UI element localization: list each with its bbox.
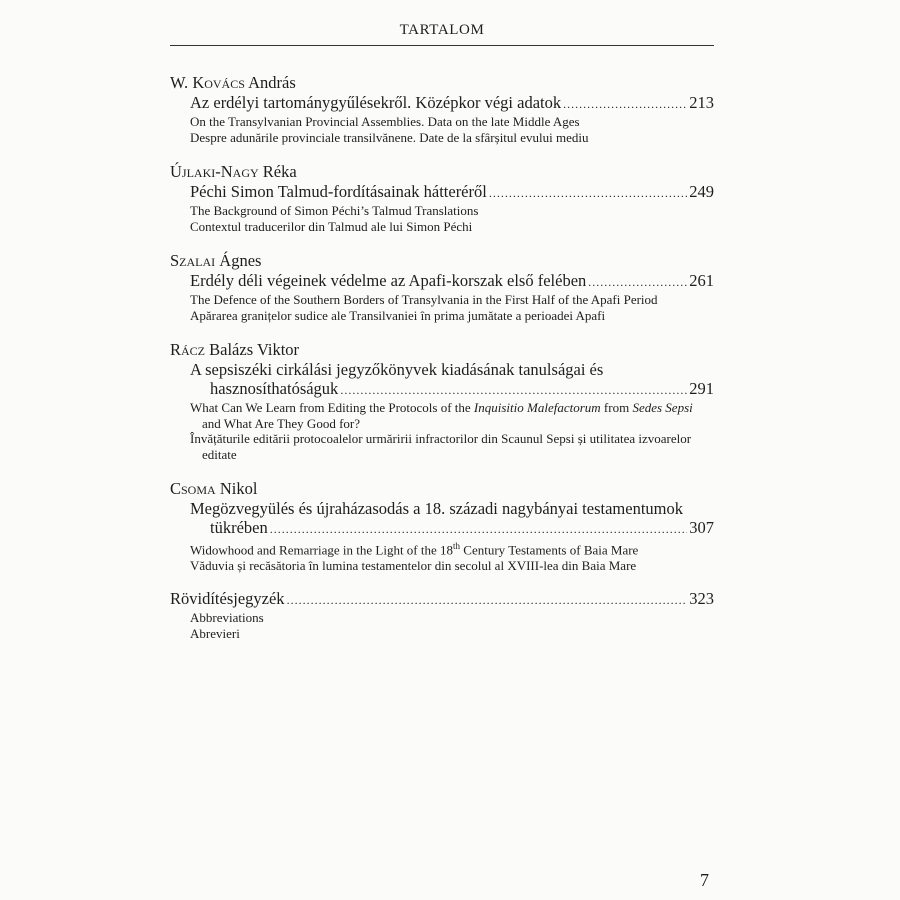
entry-english-title [190, 400, 714, 416]
author-prefix: W. [170, 73, 193, 92]
entry-title-line[interactable] [190, 271, 714, 292]
english-title-part: from [600, 400, 633, 415]
entry-romanian-title: Abrevieri [190, 625, 240, 641]
entry-page-number: 323 [689, 589, 714, 609]
entry-author [170, 72, 714, 93]
english-title-part: Century Testaments of Baia Mare [460, 542, 639, 558]
dot-leader [270, 520, 688, 539]
dot-leader [489, 184, 687, 203]
entry-english-title: Abbreviations [190, 610, 264, 626]
english-title-italic: Inquisitio Malefactorum [473, 400, 601, 415]
english-title-part: Widowhood and Remarriage in the Light of the 18 [190, 542, 454, 558]
entry-romanian-title: Despre adunările provinciale transilvănene. Date de la sfârșitul evului mediu [190, 129, 589, 145]
entry-author [170, 478, 714, 499]
author-given-name: Nikol [215, 479, 258, 498]
entry-english-title-continuation: and What Are They Good for? [202, 415, 360, 431]
table-of-contents [170, 72, 714, 657]
author-surname: Kovács [192, 73, 245, 92]
entry-romanian-title-continuation: editate [202, 446, 237, 462]
entry-author [170, 250, 714, 271]
english-title-part: What Can We Learn from Editing the Protocols of the [190, 400, 474, 415]
entry-page-number: 213 [689, 93, 714, 112]
header-title: TARTALOM [399, 22, 485, 38]
entry-title: Az erdélyi tartománygyűlésekről. Középkor végi adatok [190, 93, 562, 112]
toc-entry [170, 478, 714, 573]
entry-page-number: 291 [689, 379, 714, 398]
english-title-italic: Sedes Sepsi [632, 400, 693, 415]
entry-english-title [190, 539, 714, 558]
entry-romanian-title: Apărarea granițelor sudice ale Transilvaniei în prima jumătate a perioadei Apafi [190, 307, 606, 323]
entry-title-continuation: hasznosíthatóságuk [210, 379, 339, 398]
toc-entry [170, 589, 714, 641]
dot-leader [340, 381, 687, 400]
author-surname: Szalai [170, 251, 216, 270]
dot-leader [588, 273, 687, 292]
entry-romanian-title: Contextul traducerilor din Talmud ale lui Simon Péchi [190, 218, 473, 234]
author-surname: Újlaki-Nagy [170, 162, 259, 181]
entry-title-continuation: tükrében [210, 518, 268, 537]
entry-title: Rövidítésjegyzék [170, 589, 285, 609]
toc-entry [170, 72, 714, 145]
page-number: 7 [700, 870, 709, 890]
dot-leader [287, 591, 688, 610]
author-given-name: Ágnes [215, 251, 262, 270]
dot-leader [563, 95, 687, 114]
toc-entry [170, 250, 714, 323]
entry-author [170, 339, 714, 360]
entry-title-first-line[interactable]: A sepsiszéki cirkálási jegyzőkönyvek kiadásának tanulságai és [190, 360, 604, 379]
author-surname: Csoma [170, 479, 216, 498]
author-given-name: Balázs Viktor [205, 340, 300, 359]
english-title-superscript: th [453, 541, 461, 551]
entry-page-number: 249 [689, 182, 714, 201]
entry-title-line[interactable] [190, 518, 714, 539]
entry-english-title: The Defence of the Southern Borders of Transylvania in the First Half of the Apafi Period [190, 292, 658, 307]
entry-romanian-title: Văduvia și recăsătoria în lumina testamentelor din secolul al XVIII-lea din Baia Mare [190, 557, 637, 573]
toc-entry [170, 161, 714, 234]
entry-romanian-title: Învățăturile editării protocoalelor urmăririi infractorilor din Scaunul Sepsi și utilitatea izvoarelor [190, 431, 692, 446]
entry-page-number: 261 [689, 271, 714, 290]
entry-title: Erdély déli végeinek védelme az Apafi-korszak első felében [190, 271, 587, 290]
author-given-name: András [244, 73, 296, 92]
page-header [170, 22, 714, 46]
entry-title-line[interactable] [190, 182, 714, 203]
toc-entry [170, 339, 714, 462]
author-surname: Rácz [170, 340, 206, 359]
entry-english-title: The Background of Simon Péchi’s Talmud Translations [190, 203, 479, 218]
entry-english-title: On the Transylvanian Provincial Assemblies. Data on the late Middle Ages [190, 114, 580, 129]
entry-author [170, 161, 714, 182]
entry-title-first-line[interactable]: Megözvegyülés és újraházasodás a 18. századi nagybányai testamentumok [190, 499, 683, 518]
entry-title: Péchi Simon Talmud-fordításainak hátteréről [190, 182, 487, 201]
entry-title-line[interactable] [190, 93, 714, 114]
author-given-name: Réka [258, 162, 297, 181]
entry-title-line[interactable] [190, 379, 714, 400]
entry-title-line[interactable] [170, 589, 714, 610]
entry-page-number: 307 [689, 518, 714, 537]
